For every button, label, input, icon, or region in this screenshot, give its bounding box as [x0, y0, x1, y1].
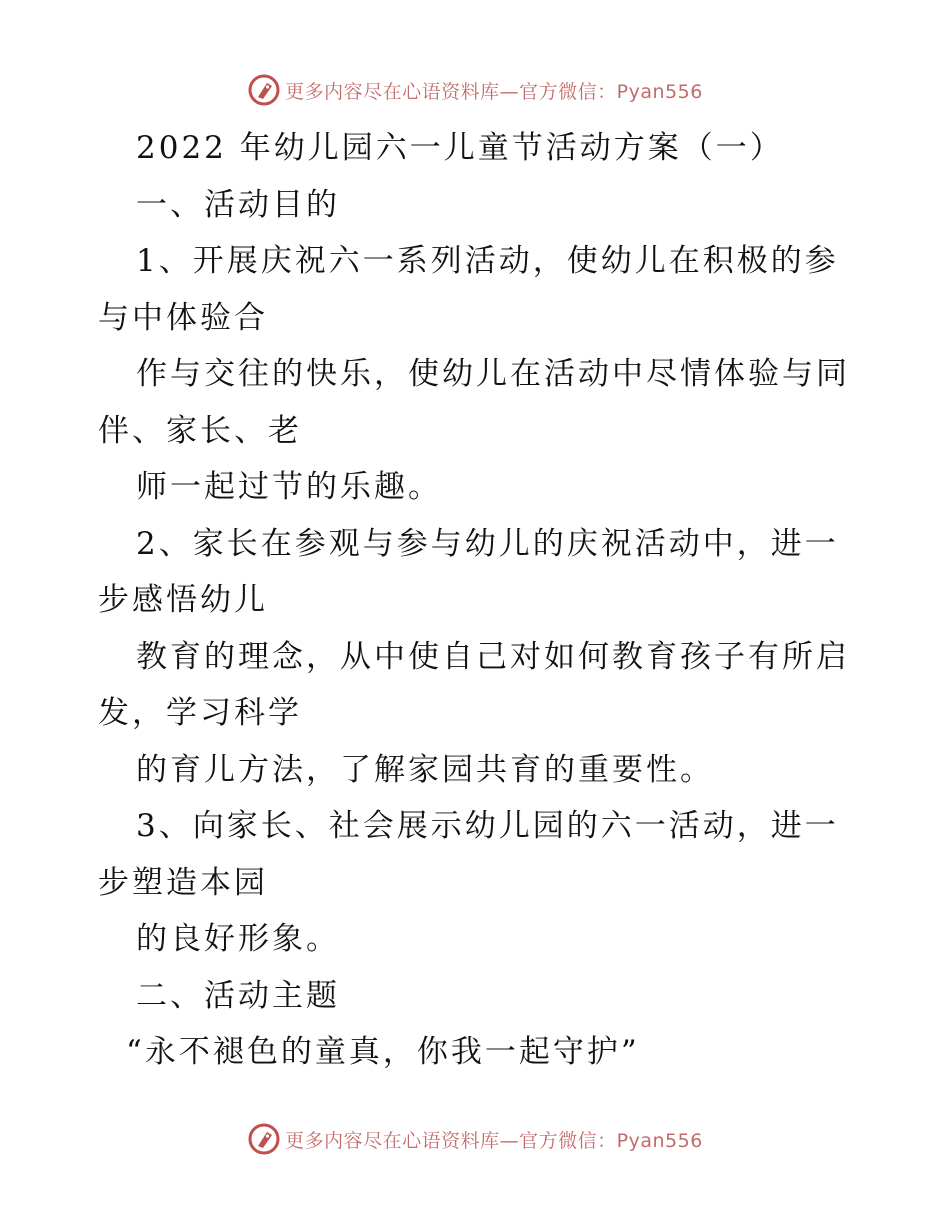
pen-nib-circle-icon — [247, 1122, 281, 1156]
paragraph-line: 教育的理念，从中使自己对如何教育孩子有所启 — [136, 638, 850, 675]
paragraph-line: 2、家长在参观与参与幼儿的庆祝活动中，进一 — [136, 525, 839, 562]
section-heading-theme: 二、活动主题 — [136, 977, 340, 1014]
paragraph-line: 步感悟幼儿 — [98, 582, 268, 618]
paragraph-line: 发，学习科学 — [98, 695, 302, 731]
paragraph-line: 步塑造本园 — [98, 864, 268, 901]
footer-watermark — [0, 1119, 950, 1159]
pen-nib-circle-icon — [247, 73, 281, 107]
watermark-text: 更多内容尽在心语资料库—官方微信：Pyan556 — [285, 80, 703, 103]
paragraph-line: 3、向家长、社会展示幼儿园的六一活动，进一 — [136, 808, 839, 844]
watermark-text: 更多内容尽在心语资料库—官方微信：Pyan556 — [285, 1129, 703, 1152]
header-watermark — [0, 70, 950, 110]
document-title: 2022 年幼儿园六一儿童节活动方案（一） — [136, 130, 784, 166]
paragraph-line: 的育儿方法，了解家园共育的重要性。 — [136, 751, 714, 788]
document-body — [98, 120, 858, 1081]
paragraph-line: 与中体验合 — [98, 299, 268, 336]
paragraph-line: 的良好形象。 — [136, 921, 340, 957]
section-heading-purpose: 一、活动目的 — [136, 186, 340, 223]
paragraph-line: 作与交往的快乐，使幼儿在活动中尽情体验与同 — [136, 356, 850, 392]
theme-quote: “永不褪色的童真，你我一起守护” — [126, 1034, 640, 1070]
paragraph-line: 1、开展庆祝六一系列活动，使幼儿在积极的参 — [136, 243, 839, 279]
paragraph-line: 伴、家长、老 — [98, 412, 302, 449]
paragraph-line: 师一起过节的乐趣。 — [136, 469, 442, 505]
